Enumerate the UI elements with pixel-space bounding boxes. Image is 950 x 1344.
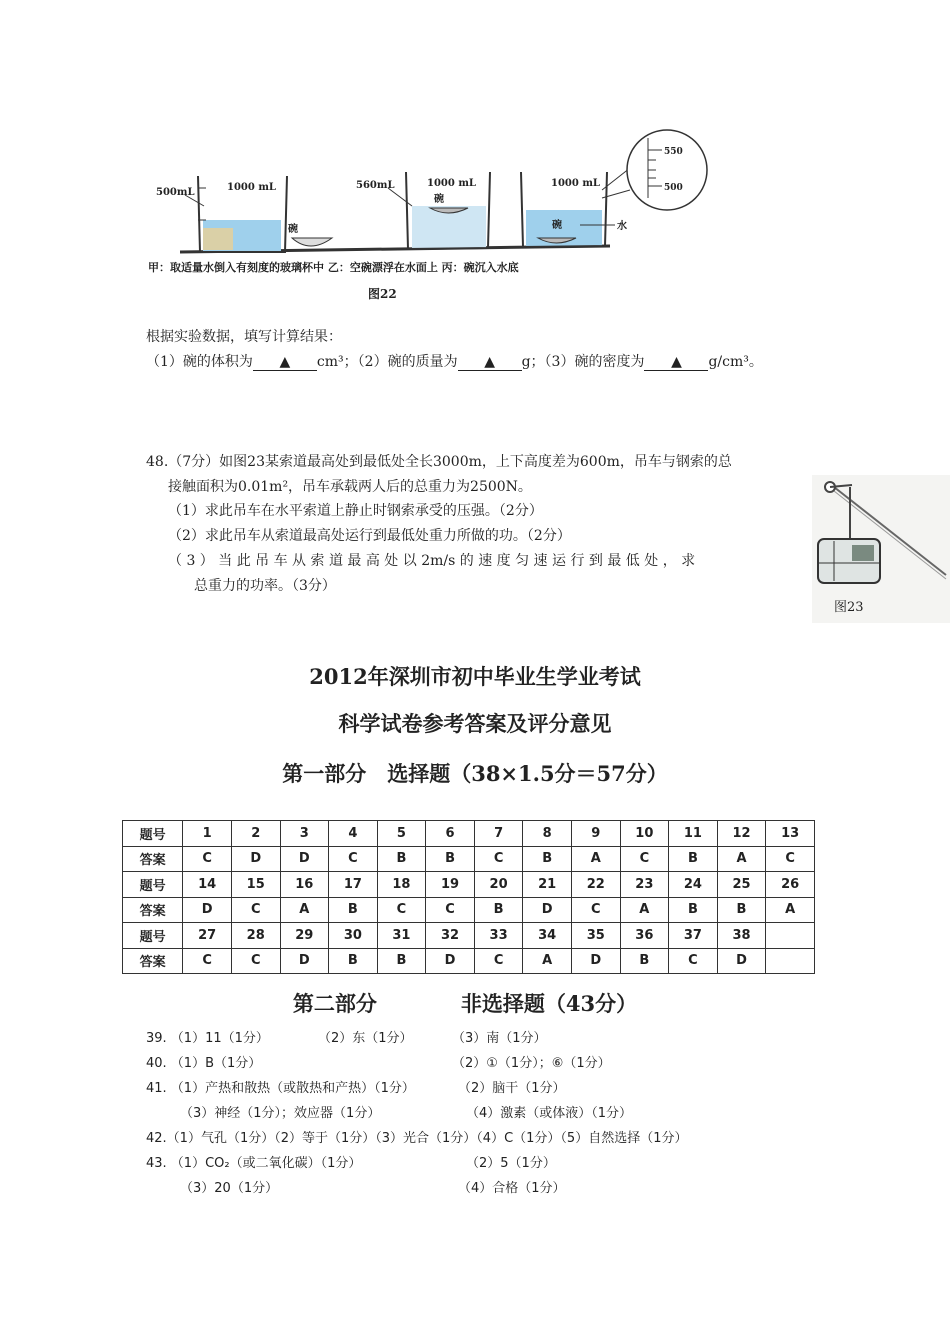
answer-40-2: （2）①（1分）；⑥（1分） <box>452 1056 611 1071</box>
table-cell: D <box>523 897 572 923</box>
beaker2-mark: 560mL <box>356 180 395 191</box>
table-cell: C <box>669 948 718 974</box>
figure-23 <box>812 475 950 623</box>
table-cell: C <box>377 897 426 923</box>
q47-intro: 根据实验数据，填写计算结果： <box>146 329 342 345</box>
table-cell: 33 <box>474 923 523 949</box>
answer-39-3: （3）南（1分） <box>452 1031 547 1046</box>
answer-39-2: （2）东（1分） <box>318 1031 413 1046</box>
svg-text:500: 500 <box>664 183 683 193</box>
q48-line1: 48.（7分）如图23某索道最高处到最低处全长3000m，上下高度差为600m，吊车与钢索的总 <box>146 454 732 470</box>
row-header-cell: 题号 <box>123 923 183 949</box>
table-cell: 20 <box>474 872 523 898</box>
table-cell: B <box>426 846 475 872</box>
beaker1-capacity: 1000 mL <box>227 182 276 193</box>
table-cell: C <box>620 846 669 872</box>
row-header-cell: 答案 <box>123 846 183 872</box>
table-cell: 13 <box>766 821 815 847</box>
row-header-cell: 答案 <box>123 948 183 974</box>
table-cell: 9 <box>571 821 620 847</box>
table-cell: 26 <box>766 872 815 898</box>
table-cell: 6 <box>426 821 475 847</box>
table-cell: D <box>426 948 475 974</box>
table-cell: B <box>377 948 426 974</box>
table-cell: 30 <box>329 923 378 949</box>
table-cell: B <box>377 846 426 872</box>
table-cell: C <box>426 897 475 923</box>
answer-43-1: 43. （1）CO₂（或二氧化碳）（1分） <box>146 1156 362 1171</box>
q48-line2: 接触面积为0.01m²，吊车承载两人后的总重力为2500N。 <box>168 479 532 495</box>
table-cell: 17 <box>329 872 378 898</box>
blank-mass[interactable]: ▲ <box>458 354 522 371</box>
beaker1-mark: 500mL <box>156 187 195 198</box>
answer-41-1: 41. （1）产热和散热（或散热和产热）（1分） <box>146 1081 415 1096</box>
table-cell: 34 <box>523 923 572 949</box>
table-cell: 19 <box>426 872 475 898</box>
row-header-cell: 答案 <box>123 897 183 923</box>
svg-text:碗: 碗 <box>552 220 562 231</box>
table-cell: D <box>717 948 766 974</box>
table-cell: C <box>474 948 523 974</box>
table-cell: A <box>571 846 620 872</box>
table-cell: D <box>183 897 232 923</box>
table-cell: 31 <box>377 923 426 949</box>
table-cell: D <box>571 948 620 974</box>
part1-heading: 第一部分 选择题（38×1.5分＝57分） <box>282 761 668 786</box>
table-cell: B <box>669 846 718 872</box>
figure23-title: 图23 <box>834 600 864 615</box>
table-cell: 24 <box>669 872 718 898</box>
table-cell: 1 <box>183 821 232 847</box>
table-cell: 22 <box>571 872 620 898</box>
table-cell: A <box>280 897 329 923</box>
blank-density[interactable]: ▲ <box>644 354 708 371</box>
part2-heading: 第二部分 非选择题（43分） <box>292 991 638 1016</box>
table-cell: C <box>231 948 280 974</box>
answer-title-2: 科学试卷参考答案及评分意见 <box>338 711 612 736</box>
table-cell: C <box>231 897 280 923</box>
table-cell: 12 <box>717 821 766 847</box>
table-cell: B <box>523 846 572 872</box>
table-cell: A <box>717 846 766 872</box>
table-cell: 21 <box>523 872 572 898</box>
table-cell: D <box>280 948 329 974</box>
scale-zoom <box>627 130 707 210</box>
table-cell: 14 <box>183 872 232 898</box>
table-cell <box>766 923 815 949</box>
table-cell: C <box>183 948 232 974</box>
table-cell: A <box>620 897 669 923</box>
table-cell: B <box>329 897 378 923</box>
table-cell: 36 <box>620 923 669 949</box>
svg-text:碗: 碗 <box>288 224 298 235</box>
table-cell: B <box>620 948 669 974</box>
answer-40-1: 40. （1）B（1分） <box>146 1056 262 1071</box>
table-cell: 35 <box>571 923 620 949</box>
answer-43-4: （4）合格（1分） <box>458 1181 566 1196</box>
table-cell: B <box>329 948 378 974</box>
table-cell: 7 <box>474 821 523 847</box>
table-cell: 10 <box>620 821 669 847</box>
figure22-title: 图22 <box>368 287 397 301</box>
svg-text:碗: 碗 <box>434 194 444 205</box>
table-cell: 29 <box>280 923 329 949</box>
q48-line5: （ 3 ） 当 此 吊 车 从 索 道 最 高 处 以 2m/s 的 速 度 匀 速 运 行 到 最 低 处 ， 求 <box>168 553 696 569</box>
table-cell: 27 <box>183 923 232 949</box>
table-cell: B <box>717 897 766 923</box>
answer-41-2: （2）脑干（1分） <box>458 1081 566 1096</box>
q48-line3: （1）求此吊车在水平索道上静止时钢索承受的压强。（2分） <box>168 503 543 519</box>
table-cell: C <box>571 897 620 923</box>
table-cell: 15 <box>231 872 280 898</box>
table-row <box>123 872 815 898</box>
q47-line: （1）碗的体积为 ▲ cm³；（2）碗的质量为 ▲ g；（3）碗的密度为 ▲ g/cm³。 <box>146 354 763 370</box>
table-cell: 3 <box>280 821 329 847</box>
table-cell: 18 <box>377 872 426 898</box>
answer-43-3: （3）20（1分） <box>180 1181 279 1196</box>
table-cell: A <box>766 897 815 923</box>
table-cell: C <box>183 846 232 872</box>
table-row <box>123 846 815 872</box>
answer-39-1: 39. （1）11（1分） <box>146 1031 269 1046</box>
table-cell: B <box>669 897 718 923</box>
table-cell: 8 <box>523 821 572 847</box>
table-cell: C <box>766 846 815 872</box>
table-row <box>123 897 815 923</box>
table-cell: 16 <box>280 872 329 898</box>
answer-42: 42.（1）气孔（1分）（2）等于（1分）（3）光合（1分）（4）C（1分）（5）自然选择（1分） <box>146 1131 688 1146</box>
q48-line4: （2）求此吊车从索道最高处运行到最低处重力所做的功。（2分） <box>168 528 571 544</box>
row-header-cell: 题号 <box>123 821 183 847</box>
table-cell: 11 <box>669 821 718 847</box>
table-cell: D <box>280 846 329 872</box>
table-row <box>123 923 815 949</box>
answer-title-1: 2012年深圳市初中毕业生学业考试 <box>309 664 641 689</box>
table-cell: A <box>523 948 572 974</box>
table-cell: C <box>329 846 378 872</box>
table-cell: B <box>474 897 523 923</box>
beaker2-capacity: 1000 mL <box>427 178 476 189</box>
table-cell: C <box>474 846 523 872</box>
table-cell <box>766 948 815 974</box>
table-cell: 38 <box>717 923 766 949</box>
table-row <box>123 948 815 974</box>
table-cell: 25 <box>717 872 766 898</box>
table-cell: 5 <box>377 821 426 847</box>
answer-41-3: （3）神经（1分）；效应器（1分） <box>180 1106 381 1121</box>
row-header-cell: 题号 <box>123 872 183 898</box>
table-cell: 37 <box>669 923 718 949</box>
mc-answer-table <box>122 820 815 974</box>
table-cell: 2 <box>231 821 280 847</box>
table-cell: 23 <box>620 872 669 898</box>
table-cell: 4 <box>329 821 378 847</box>
figure-22 <box>140 128 683 308</box>
table-cell: 28 <box>231 923 280 949</box>
table-cell: D <box>231 846 280 872</box>
water-label: 水 <box>617 221 627 232</box>
beaker3-capacity: 1000 mL <box>551 178 600 189</box>
q48-line6: 总重力的功率。（3分） <box>194 578 336 594</box>
blank-volume[interactable]: ▲ <box>253 354 317 371</box>
svg-text:550: 550 <box>664 147 683 157</box>
figure22-caption: 甲：取适量水倒入有刻度的玻璃杯中 乙：空碗漂浮在水面上 丙：碗沉入水底 <box>148 261 519 274</box>
answer-41-4: （4）激素（或体液）（1分） <box>466 1106 633 1121</box>
table-row <box>123 821 815 847</box>
answer-43-2: （2）5（1分） <box>466 1156 556 1171</box>
table-cell: 32 <box>426 923 475 949</box>
